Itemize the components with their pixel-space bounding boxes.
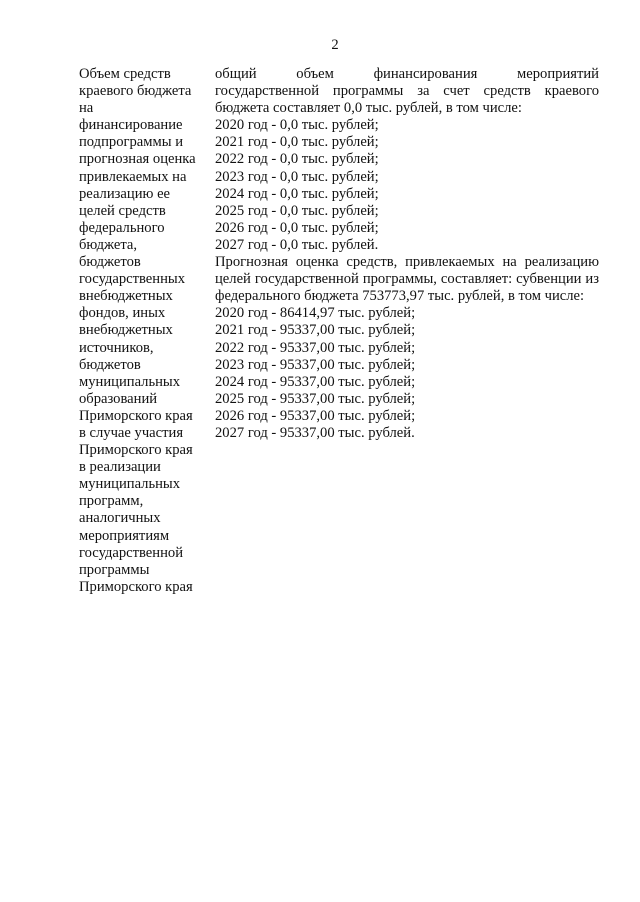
label-line: государственной xyxy=(79,544,184,561)
label-line: Приморского края xyxy=(79,407,193,424)
label-line: программ, xyxy=(79,493,144,510)
federal-year-line: 2026 год - 95337,00 тыс. рублей; xyxy=(215,407,416,424)
intro-word: объем xyxy=(296,66,334,82)
intro-word: общий xyxy=(215,66,257,82)
federal-year-line: 2025 год - 95337,00 тыс. рублей; xyxy=(215,390,416,407)
label-line: подпрограммы и xyxy=(79,134,184,151)
label-line: федерального xyxy=(79,219,165,236)
federal-year-line: 2021 год - 95337,00 тыс. рублей; xyxy=(215,322,416,339)
label-line: государственных xyxy=(79,271,186,288)
label-line: мероприятиям xyxy=(79,527,170,544)
label-line: образований xyxy=(79,390,158,407)
label-line: краевого бюджета xyxy=(79,83,192,100)
federal-year-line: 2022 год - 95337,00 тыс. рублей; xyxy=(215,339,416,356)
regional-year-line: 2020 год - 0,0 тыс. рублей; xyxy=(215,117,379,134)
intro-word: мероприятий xyxy=(517,66,599,82)
label-line: программы xyxy=(79,561,150,578)
label-line: на xyxy=(79,100,94,117)
label-line: бюджета, xyxy=(79,236,138,253)
label-line: целей средств xyxy=(79,202,166,219)
label-line: Объем средств xyxy=(79,66,171,82)
regional-year-line: 2025 год - 0,0 тыс. рублей; xyxy=(215,202,379,219)
intro-word: финансирования xyxy=(373,66,478,82)
label-line: финансирование xyxy=(79,117,183,134)
label-line: внебюджетных xyxy=(79,322,173,339)
regional-year-line: 2021 год - 0,0 тыс. рублей; xyxy=(215,134,379,151)
label-line: привлекаемых на xyxy=(79,168,187,185)
label-line: реализацию ее xyxy=(79,185,171,202)
page-number: 2 xyxy=(331,37,339,53)
regional-year-line: 2027 год - 0,0 тыс. рублей. xyxy=(215,236,379,253)
label-line: в случае участия xyxy=(79,424,184,441)
federal-year-line: 2023 год - 95337,00 тыс. рублей; xyxy=(215,356,416,373)
regional-year-line: 2022 год - 0,0 тыс. рублей; xyxy=(215,151,379,168)
federal-funding-intro: Прогнозная оценка средств, привлекаемых на реализацию целей государственной программы, составляет: субвенции из федерального бюджета 753773,97 тыс. рублей, в том числе: xyxy=(215,254,599,305)
label-line: прогнозная оценка xyxy=(79,151,196,168)
label-line: внебюджетных xyxy=(79,288,173,305)
label-line: муниципальных xyxy=(79,373,181,390)
regional-intro-first-line xyxy=(215,66,599,83)
federal-year-line: 2024 год - 95337,00 тыс. рублей; xyxy=(215,373,416,390)
federal-year-line: 2027 год - 95337,00 тыс. рублей. xyxy=(215,424,415,441)
regional-year-line: 2026 год - 0,0 тыс. рублей; xyxy=(215,219,379,236)
regional-year-line: 2024 год - 0,0 тыс. рублей; xyxy=(215,185,379,202)
label-line: в реализации xyxy=(79,459,161,476)
regional-year-line: 2023 год - 0,0 тыс. рублей; xyxy=(215,168,379,185)
label-line: муниципальных xyxy=(79,476,181,493)
label-line: бюджетов xyxy=(79,356,141,373)
funding-label-column xyxy=(79,66,209,596)
label-line: Приморского края xyxy=(79,578,193,595)
label-line: фондов, иных xyxy=(79,305,166,322)
label-line: аналогичных xyxy=(79,510,161,527)
funding-details-column xyxy=(215,66,599,442)
federal-year-line: 2020 год - 86414,97 тыс. рублей; xyxy=(215,305,416,322)
label-line: Приморского края xyxy=(79,442,193,459)
label-line: бюджетов xyxy=(79,254,141,271)
label-line: источников, xyxy=(79,339,154,356)
regional-budget-intro: государственной программы за счет средств краевого бюджета составляет 0,0 тыс. рублей, в том числе: xyxy=(215,83,599,117)
